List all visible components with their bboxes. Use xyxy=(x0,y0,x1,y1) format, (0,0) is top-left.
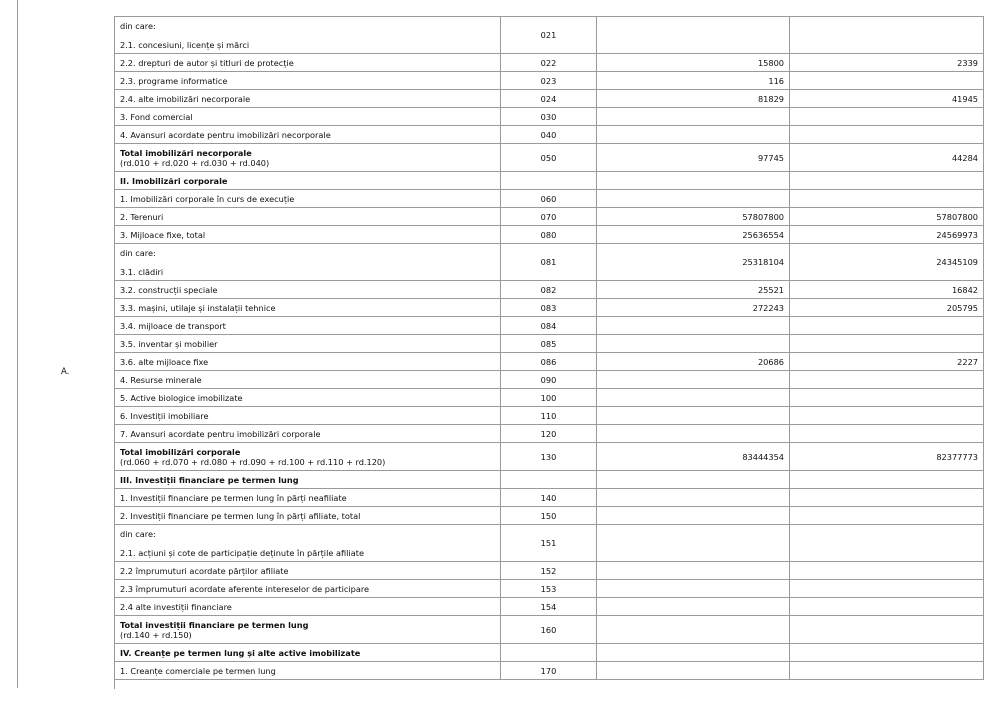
value-current: 24569973 xyxy=(790,226,984,244)
row-code: 030 xyxy=(501,108,597,126)
value-previous xyxy=(597,525,790,562)
value-previous: 25636554 xyxy=(597,226,790,244)
row-label-text: 3.5. inventar și mobilier xyxy=(120,338,218,349)
table-row xyxy=(115,644,984,662)
row-code: 153 xyxy=(501,580,597,598)
row-label-text: 4. Resurse minerale xyxy=(120,374,202,385)
row-label xyxy=(115,226,501,244)
row-label xyxy=(115,54,501,72)
row-label-text: 4. Avansuri acordate pentru imobilizări necorporale xyxy=(120,129,331,140)
table-row xyxy=(115,662,984,680)
table-row xyxy=(115,108,984,126)
table-row xyxy=(115,281,984,299)
row-label xyxy=(115,17,501,54)
row-code: 151 xyxy=(501,525,597,562)
row-code: 090 xyxy=(501,371,597,389)
row-label xyxy=(115,244,501,281)
table-row xyxy=(115,299,984,317)
table-row xyxy=(115,562,984,580)
row-code: 085 xyxy=(501,335,597,353)
value-previous xyxy=(597,371,790,389)
value-previous: 116 xyxy=(597,72,790,90)
row-label-text: 3.6. alte mijloace fixe xyxy=(120,356,209,367)
row-code: 060 xyxy=(501,190,597,208)
row-label-text: 2.2 împrumuturi acordate părților afiliate xyxy=(120,565,289,576)
table-row xyxy=(115,190,984,208)
row-label-text: 6. Investiții imobiliare xyxy=(120,410,209,421)
value-previous xyxy=(597,317,790,335)
row-label xyxy=(115,90,501,108)
table-row xyxy=(115,525,984,562)
table-row xyxy=(115,54,984,72)
row-code: 086 xyxy=(501,353,597,371)
value-previous xyxy=(597,126,790,144)
value-previous xyxy=(597,190,790,208)
table-continuation-rule xyxy=(114,677,115,689)
table-row xyxy=(115,72,984,90)
balance-sheet-table xyxy=(114,16,984,680)
table-row xyxy=(115,371,984,389)
value-current xyxy=(790,644,984,662)
value-previous: 15800 xyxy=(597,54,790,72)
table-row xyxy=(115,489,984,507)
row-label xyxy=(115,562,501,580)
row-label-text: 3. Mijloace fixe, total xyxy=(120,229,206,240)
row-code: 100 xyxy=(501,389,597,407)
value-previous xyxy=(597,598,790,616)
row-label-text: 2.1. acțiuni și cote de participație deținute în părțile afiliate xyxy=(120,547,364,558)
value-current xyxy=(790,525,984,562)
row-label-text: 2.3 împrumuturi acordate aferente intereselor de participare xyxy=(120,583,370,594)
value-previous: 25318104 xyxy=(597,244,790,281)
row-label xyxy=(115,489,501,507)
value-previous xyxy=(597,507,790,525)
row-label xyxy=(115,507,501,525)
value-current: 44284 xyxy=(790,144,984,172)
value-previous xyxy=(597,562,790,580)
row-label xyxy=(115,281,501,299)
row-label-text: 2.4 alte investiții financiare xyxy=(120,601,232,612)
value-current: 41945 xyxy=(790,90,984,108)
row-prefix: din care: xyxy=(120,528,156,539)
value-previous xyxy=(597,580,790,598)
section-letter: A. xyxy=(61,367,70,377)
row-label-text: 3.3. mașini, utilaje și instalații tehnice xyxy=(120,302,276,313)
row-label xyxy=(115,126,501,144)
row-label-text: 1. Creanțe comerciale pe termen lung xyxy=(120,665,276,676)
row-label xyxy=(115,580,501,598)
value-previous xyxy=(597,108,790,126)
row-label xyxy=(115,317,501,335)
row-code xyxy=(501,644,597,662)
table-row xyxy=(115,616,984,644)
row-code: 024 xyxy=(501,90,597,108)
value-previous: 57807800 xyxy=(597,208,790,226)
value-previous xyxy=(597,489,790,507)
row-prefix: din care: xyxy=(120,247,156,258)
value-current: 16842 xyxy=(790,281,984,299)
row-code: 160 xyxy=(501,616,597,644)
row-label-text: Total imobilizări corporale xyxy=(120,446,241,457)
row-label-text: 1. Investiții financiare pe termen lung în părți neafiliate xyxy=(120,492,347,503)
row-code: 070 xyxy=(501,208,597,226)
value-previous: 83444354 xyxy=(597,443,790,471)
value-current xyxy=(790,17,984,54)
value-previous xyxy=(597,662,790,680)
table-row xyxy=(115,144,984,172)
row-code: 170 xyxy=(501,662,597,680)
value-previous xyxy=(597,17,790,54)
row-label xyxy=(115,353,501,371)
value-current: 57807800 xyxy=(790,208,984,226)
value-current: 2227 xyxy=(790,353,984,371)
value-current: 205795 xyxy=(790,299,984,317)
row-label-text: 3.4. mijloace de transport xyxy=(120,320,226,331)
value-current: 82377773 xyxy=(790,443,984,471)
value-previous: 97745 xyxy=(597,144,790,172)
value-current xyxy=(790,72,984,90)
row-code: 040 xyxy=(501,126,597,144)
row-label xyxy=(115,335,501,353)
row-code xyxy=(501,471,597,489)
value-previous: 272243 xyxy=(597,299,790,317)
value-current xyxy=(790,425,984,443)
table-row xyxy=(115,507,984,525)
row-code: 140 xyxy=(501,489,597,507)
row-label xyxy=(115,72,501,90)
row-label xyxy=(115,443,501,471)
row-label xyxy=(115,598,501,616)
row-code: 080 xyxy=(501,226,597,244)
value-previous xyxy=(597,389,790,407)
row-label xyxy=(115,144,501,172)
left-margin-rule xyxy=(17,0,18,688)
value-current: 2339 xyxy=(790,54,984,72)
row-code: 083 xyxy=(501,299,597,317)
row-code: 081 xyxy=(501,244,597,281)
table-row xyxy=(115,389,984,407)
row-label-text: Total imobilizări necorporale xyxy=(120,147,252,158)
row-code: 150 xyxy=(501,507,597,525)
value-current: 24345109 xyxy=(790,244,984,281)
value-current xyxy=(790,190,984,208)
value-previous: 20686 xyxy=(597,353,790,371)
row-label-text: Total investiții financiare pe termen lung xyxy=(120,619,309,630)
row-label-text: 2.1. concesiuni, licențe și mărci xyxy=(120,39,250,50)
row-code: 021 xyxy=(501,17,597,54)
row-label-text: 3. Fond comercial xyxy=(120,111,193,122)
value-current xyxy=(790,407,984,425)
value-current xyxy=(790,335,984,353)
row-label-text: 3.2. construcții speciale xyxy=(120,284,218,295)
row-label xyxy=(115,190,501,208)
value-previous xyxy=(597,616,790,644)
value-current xyxy=(790,471,984,489)
row-label-text: 2. Terenuri xyxy=(120,211,164,222)
table-row xyxy=(115,443,984,471)
balance-sheet-rows xyxy=(115,17,984,680)
value-current xyxy=(790,662,984,680)
value-current xyxy=(790,108,984,126)
row-formula: (rd.010 + rd.020 + rd.030 + rd.040) xyxy=(120,157,270,168)
row-code: 084 xyxy=(501,317,597,335)
value-current xyxy=(790,317,984,335)
value-current xyxy=(790,172,984,190)
value-current xyxy=(790,389,984,407)
row-label-text: 2.3. programe informatice xyxy=(120,75,228,86)
value-current xyxy=(790,598,984,616)
row-formula: (rd.060 + rd.070 + rd.080 + rd.090 + rd.100 + rd.110 + rd.120) xyxy=(120,456,386,467)
table-row xyxy=(115,317,984,335)
row-code xyxy=(501,172,597,190)
row-code: 120 xyxy=(501,425,597,443)
row-label-text: 2.2. drepturi de autor și titluri de protecție xyxy=(120,57,294,68)
row-label-text: 2.4. alte imobilizări necorporale xyxy=(120,93,251,104)
table-row xyxy=(115,425,984,443)
table-row xyxy=(115,126,984,144)
row-formula: (rd.140 + rd.150) xyxy=(120,629,192,640)
table-row xyxy=(115,17,984,54)
value-current xyxy=(790,616,984,644)
row-label-text: 7. Avansuri acordate pentru imobilizări corporale xyxy=(120,428,321,439)
value-previous xyxy=(597,172,790,190)
value-previous: 81829 xyxy=(597,90,790,108)
row-label xyxy=(115,389,501,407)
value-previous xyxy=(597,335,790,353)
table-row xyxy=(115,172,984,190)
row-label-text: 3.1. clădiri xyxy=(120,266,164,277)
value-previous xyxy=(597,471,790,489)
row-label xyxy=(115,662,501,680)
row-label-text: 5. Active biologice imobilizate xyxy=(120,392,243,403)
value-previous xyxy=(597,425,790,443)
row-code: 023 xyxy=(501,72,597,90)
row-label xyxy=(115,172,501,190)
value-current xyxy=(790,371,984,389)
row-label xyxy=(115,407,501,425)
table-row xyxy=(115,407,984,425)
table-row xyxy=(115,90,984,108)
row-label-text: 2. Investiții financiare pe termen lung în părți afiliate, total xyxy=(120,510,361,521)
value-previous xyxy=(597,407,790,425)
table-row xyxy=(115,335,984,353)
row-label xyxy=(115,208,501,226)
row-label xyxy=(115,108,501,126)
row-label-text: IV. Creanțe pe termen lung și alte active imobilizate xyxy=(120,647,361,658)
row-code: 082 xyxy=(501,281,597,299)
table-row xyxy=(115,598,984,616)
row-code: 050 xyxy=(501,144,597,172)
value-current xyxy=(790,562,984,580)
row-code: 154 xyxy=(501,598,597,616)
row-code: 110 xyxy=(501,407,597,425)
table-row xyxy=(115,353,984,371)
value-current xyxy=(790,580,984,598)
row-code: 022 xyxy=(501,54,597,72)
row-label-text: 1. Imobilizări corporale în curs de execuție xyxy=(120,193,295,204)
row-label xyxy=(115,371,501,389)
table-row xyxy=(115,244,984,281)
value-current xyxy=(790,126,984,144)
table-row xyxy=(115,208,984,226)
table-row xyxy=(115,471,984,489)
row-label xyxy=(115,299,501,317)
value-previous: 25521 xyxy=(597,281,790,299)
row-code: 152 xyxy=(501,562,597,580)
table-row xyxy=(115,226,984,244)
row-code: 130 xyxy=(501,443,597,471)
row-label-text: III. Investiții financiare pe termen lung xyxy=(120,474,299,485)
row-label xyxy=(115,644,501,662)
value-current xyxy=(790,489,984,507)
row-label xyxy=(115,525,501,562)
value-previous xyxy=(597,644,790,662)
row-label-text: II. Imobilizări corporale xyxy=(120,175,228,186)
row-label xyxy=(115,425,501,443)
table-row xyxy=(115,580,984,598)
row-label xyxy=(115,616,501,644)
value-current xyxy=(790,507,984,525)
row-label xyxy=(115,471,501,489)
row-prefix: din care: xyxy=(120,20,156,31)
